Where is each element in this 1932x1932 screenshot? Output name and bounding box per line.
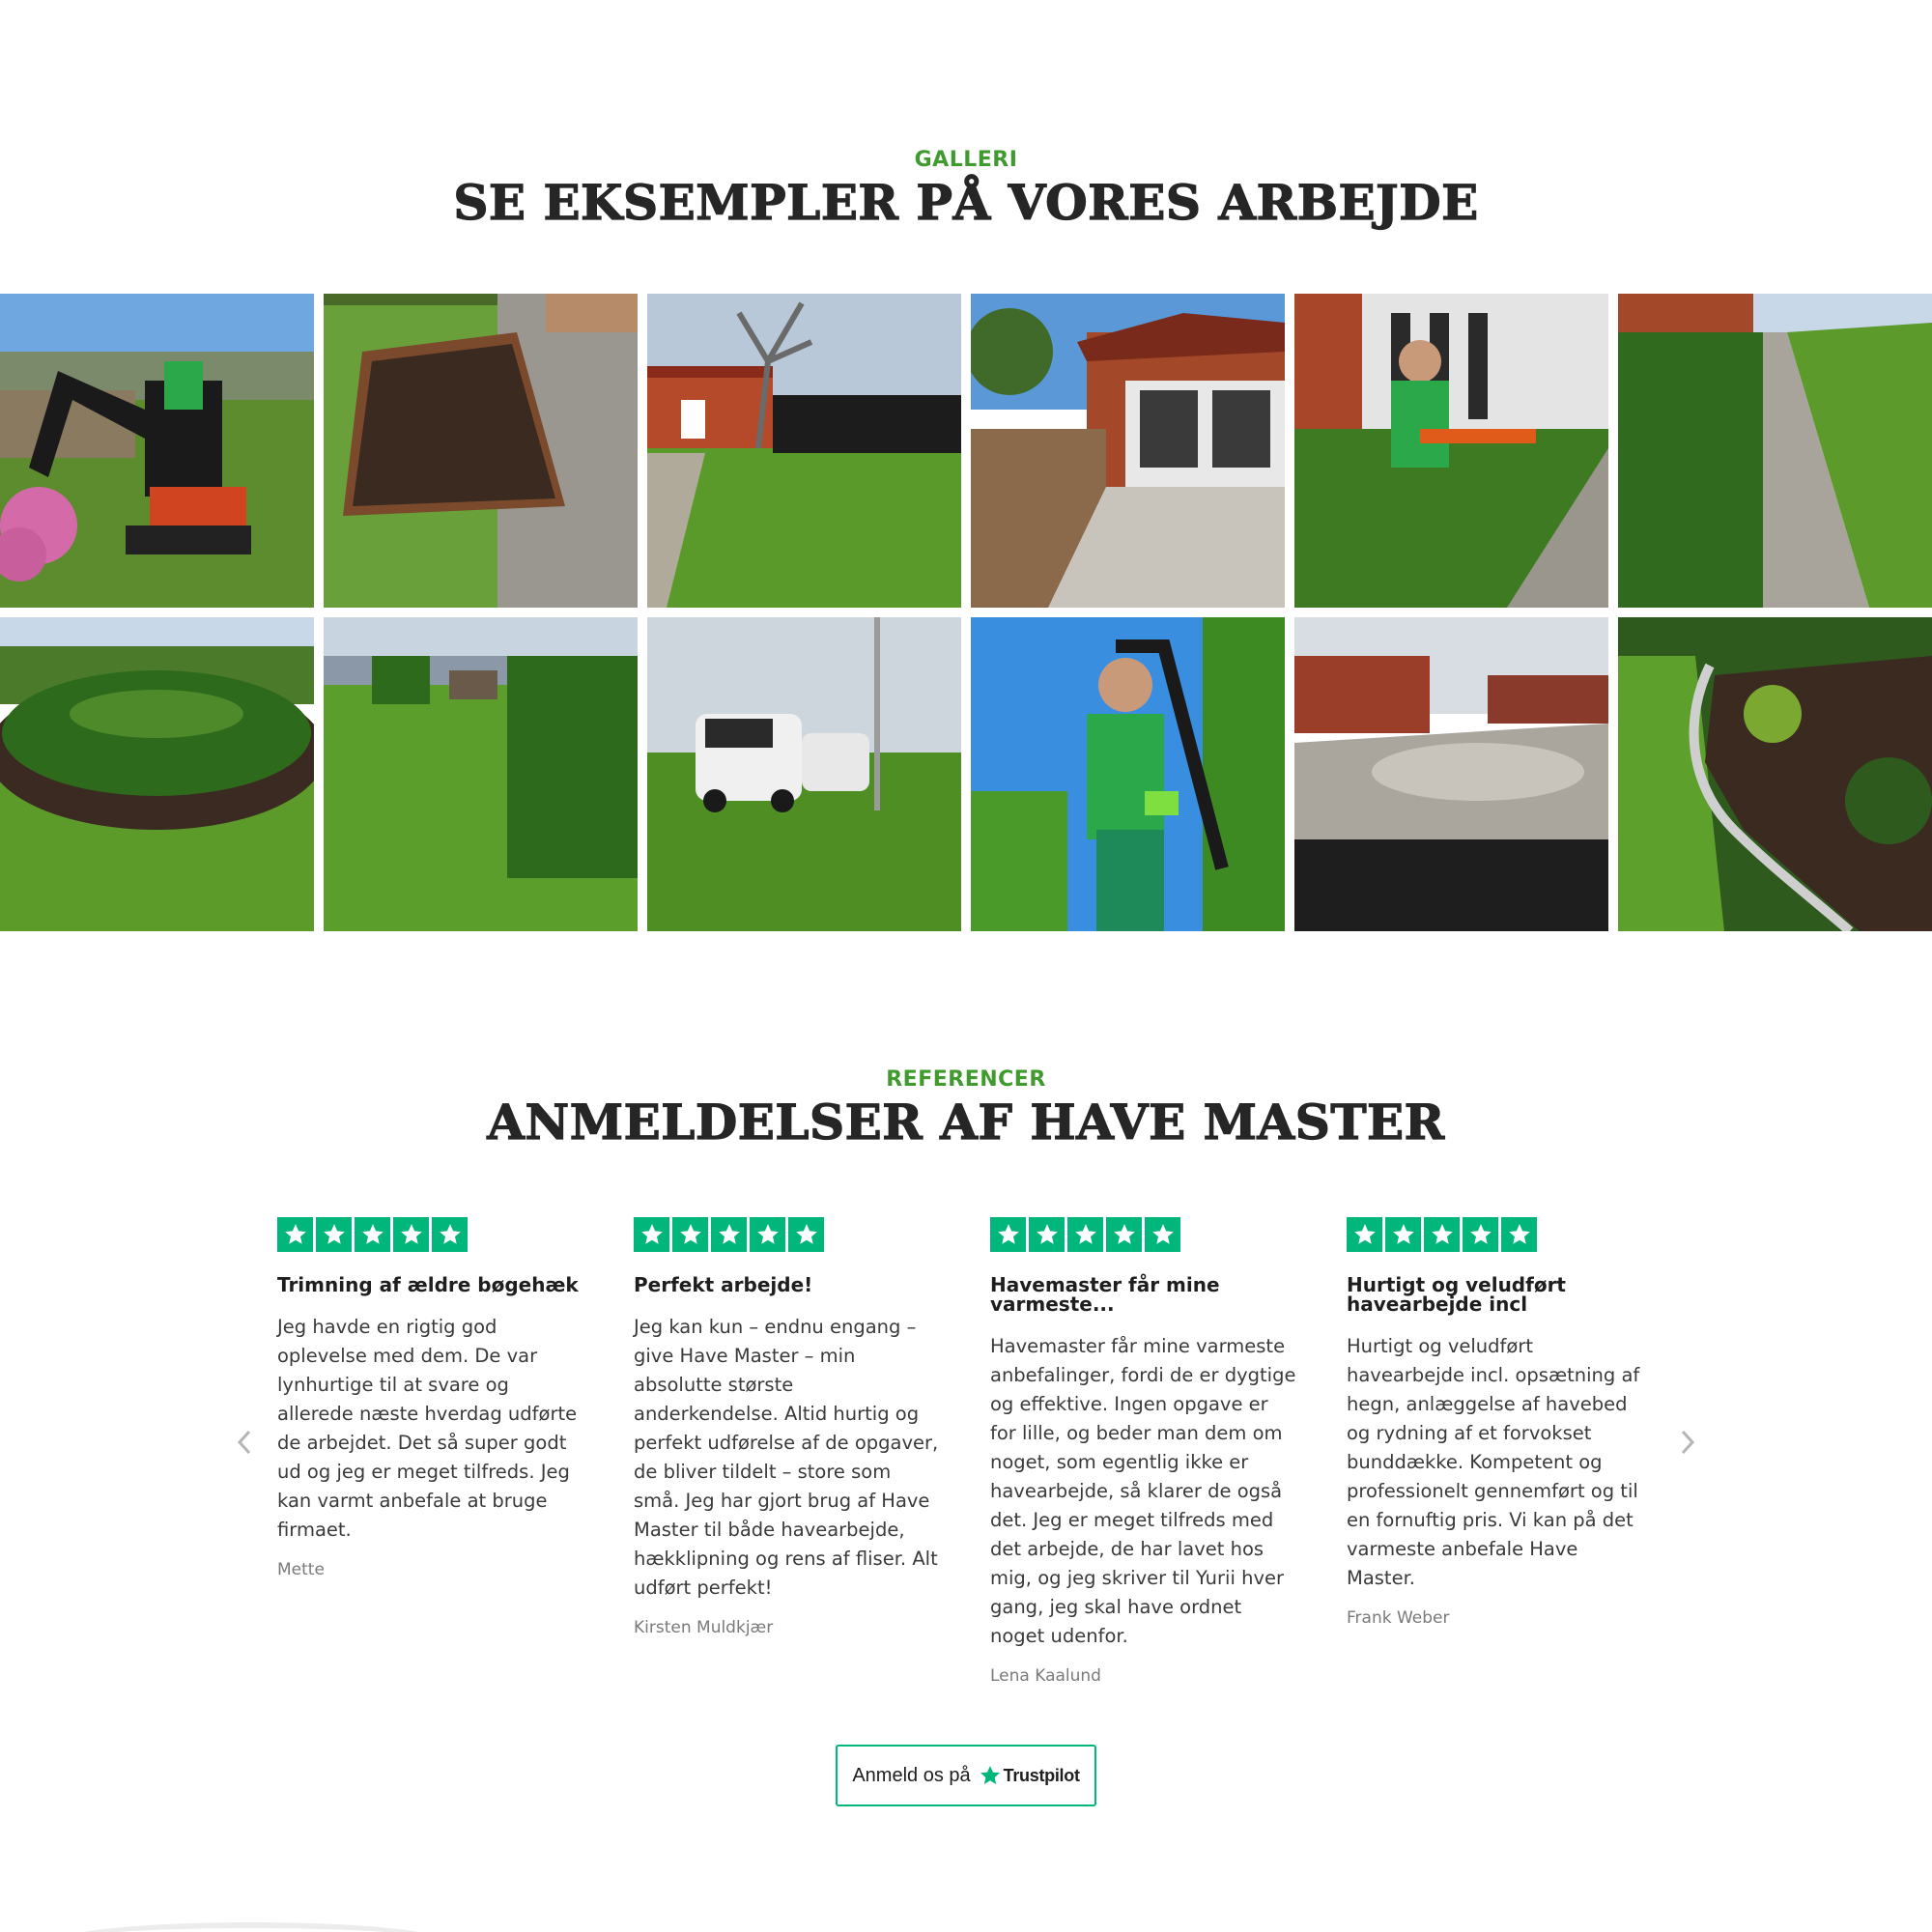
review-line: ud og jeg er meget tilfreds. Jeg [277, 1461, 570, 1483]
gallery-tile-company-vans[interactable] [647, 617, 961, 931]
gallery-tile-terrace-house[interactable] [971, 294, 1285, 608]
gallery-tile-raised-garden-bed[interactable] [324, 294, 638, 608]
review-line: udført perfekt! [634, 1577, 773, 1599]
review-line: det. Jeg er meget tilfreds med [990, 1509, 1274, 1531]
star-icon [1347, 1217, 1382, 1252]
chevron-left-icon [235, 1428, 254, 1457]
review-author: Mette [277, 1560, 325, 1579]
star-icon [672, 1217, 708, 1252]
review-title-line: Hurtigt og veludført [1347, 1273, 1566, 1296]
review-card [634, 1217, 952, 1637]
review-stars [990, 1217, 1309, 1252]
review-line: for lille, og beder man dem om [990, 1422, 1283, 1444]
gallery-tile-round-hedge[interactable] [0, 617, 314, 931]
review-line: Hurtigt og veludført [1347, 1335, 1533, 1357]
trustpilot-logo [979, 1764, 1080, 1787]
star-icon [788, 1217, 824, 1252]
review-stars [277, 1217, 596, 1252]
review-line: absolutte største [634, 1374, 794, 1396]
review-line: havearbejde incl. opsætning af [1347, 1364, 1640, 1386]
trustpilot-review-button[interactable] [836, 1745, 1096, 1806]
star-icon [1067, 1217, 1103, 1252]
review-line: det arbejde, de har lavet hos [990, 1538, 1264, 1560]
review-line: anderkendelse. Altid hurtig og [634, 1403, 920, 1425]
review-title [990, 1275, 1309, 1314]
review-line: noget, som egentlig ikke er [990, 1451, 1249, 1473]
trustpilot-star-icon [979, 1764, 1002, 1787]
chevron-right-icon [1678, 1428, 1697, 1457]
review-line: hegn, anlæggelse af havebed [1347, 1393, 1628, 1415]
review-line: allerede næste hverdag udførte [277, 1403, 578, 1425]
review-body [634, 1313, 952, 1603]
review-line: hækklipning og rens af fliser. Alt [634, 1548, 938, 1570]
reviews-eyebrow: REFERENCER [886, 1067, 1046, 1092]
review-line: professionelt gennemført og til [1347, 1480, 1638, 1502]
review-line: oplevelse med dem. De var [277, 1345, 538, 1367]
review-line: Jeg kan kun – endnu engang – [634, 1316, 917, 1338]
star-icon [1501, 1217, 1537, 1252]
review-title [1347, 1275, 1665, 1314]
review-author: Lena Kaalund [990, 1666, 1101, 1686]
review-card [277, 1217, 596, 1579]
review-line: Master. [1347, 1567, 1416, 1589]
reviews-title: ANMELDELSER AF HAVE MASTER [487, 1094, 1445, 1151]
gallery-tile-lawn-with-shed[interactable] [647, 294, 961, 608]
review-line: Havemaster får mine varmeste [990, 1335, 1286, 1357]
gallery-tile-worker-with-trimmer[interactable] [971, 617, 1285, 931]
star-icon [1424, 1217, 1460, 1252]
star-icon [355, 1217, 390, 1252]
star-icon [1463, 1217, 1498, 1252]
review-line: firmaet. [277, 1519, 352, 1541]
star-icon [393, 1217, 429, 1252]
review-line: lynhurtige til at svare og [277, 1374, 509, 1396]
review-stars [634, 1217, 952, 1252]
review-line: give Have Master – min [634, 1345, 856, 1367]
review-author: Frank Weber [1347, 1608, 1450, 1628]
gallery-tile-mini-excavator[interactable] [0, 294, 314, 608]
review-body [1347, 1332, 1665, 1593]
gallery-eyebrow: GALLERI [914, 148, 1018, 172]
star-icon [750, 1217, 785, 1252]
review-line: og rydning af et forvokset [1347, 1422, 1592, 1444]
review-line: små. Jeg har gjort brug af Have [634, 1490, 930, 1512]
review-line: anbefalinger, fordi de er dygtige [990, 1364, 1296, 1386]
review-line: bunddække. Kompetent og [1347, 1451, 1603, 1473]
review-author: Kirsten Muldkjær [634, 1618, 774, 1637]
review-line: havearbejde, så klarer de også [990, 1480, 1283, 1502]
review-title-line: Havemaster får mine [990, 1273, 1220, 1296]
gallery-grid [0, 294, 1932, 931]
review-title-line: havearbejde incl [1347, 1293, 1528, 1316]
gallery-tile-paved-courtyard[interactable] [1294, 617, 1608, 931]
review-body [990, 1332, 1309, 1651]
review-line: Jeg havde en rigtig god [277, 1316, 497, 1338]
review-line: mig, og jeg skriver til Yurii hver [990, 1567, 1285, 1589]
star-icon [277, 1217, 313, 1252]
star-icon [1106, 1217, 1142, 1252]
gallery-tile-hedge-and-path[interactable] [1618, 294, 1932, 608]
carousel-next-button[interactable] [1673, 1425, 1702, 1460]
section-divider-arc [58, 1922, 444, 1932]
review-body [277, 1313, 596, 1545]
star-icon [990, 1217, 1026, 1252]
review-line: gang, jeg skal have ordnet [990, 1596, 1242, 1618]
review-line: de bliver tildelt – store som [634, 1461, 892, 1483]
review-line: varmeste anbefale Have [1347, 1538, 1578, 1560]
star-icon [1385, 1217, 1421, 1252]
review-line: de arbejdet. Det så super godt [277, 1432, 567, 1454]
carousel-prev-button[interactable] [230, 1425, 259, 1460]
gallery-tile-hedge-trimming-worker[interactable] [1294, 294, 1608, 608]
star-icon [432, 1217, 468, 1252]
star-icon [1029, 1217, 1065, 1252]
review-line: kan varmt anbefale at bruge [277, 1490, 548, 1512]
gallery-tile-garden-border[interactable] [1618, 617, 1932, 931]
trustpilot-button-label: Anmeld os på [852, 1764, 971, 1786]
star-icon [711, 1217, 747, 1252]
review-card [1347, 1217, 1665, 1628]
gallery-title: SE EKSEMPLER PÅ VORES ARBEJDE [453, 174, 1479, 231]
review-line: og effektive. Ingen opgave er [990, 1393, 1268, 1415]
gallery-tile-hedge-corridor[interactable] [324, 617, 638, 931]
review-line: Master til både havearbejde, [634, 1519, 905, 1541]
review-card [990, 1217, 1309, 1686]
star-icon [1145, 1217, 1180, 1252]
review-title: Trimning af ældre bøgehæk [277, 1273, 579, 1296]
review-stars [1347, 1217, 1665, 1252]
review-title: Perfekt arbejde! [634, 1273, 813, 1296]
trustpilot-wordmark: Trustpilot [1003, 1765, 1080, 1785]
review-line: en fornuftig pris. Vi kan på det [1347, 1509, 1634, 1531]
review-line: perfekt udførelse af de opgaver, [634, 1432, 939, 1454]
star-icon [634, 1217, 669, 1252]
review-line: noget udenfor. [990, 1625, 1128, 1647]
review-title-line: varmeste... [990, 1293, 1115, 1316]
star-icon [316, 1217, 352, 1252]
